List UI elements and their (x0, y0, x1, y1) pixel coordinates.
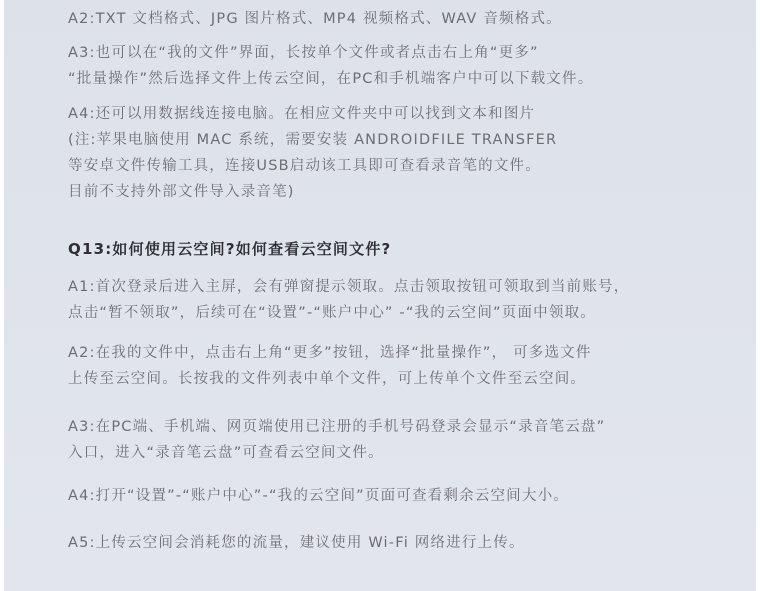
answer-q13-a2 (68, 340, 592, 392)
answer-line: 入口，进入“录音笔云盘”可查看云空间文件。 (68, 445, 384, 461)
answer-line: A4:打开“设置”-“账户中心”-“我的云空间”页面可查看剩余云空间大小。 (68, 488, 569, 504)
answer-q13-a5 (68, 530, 525, 556)
answer-line: 点击“暂不领取”，后续可在“设置”-“账户中心” -“我的云空间”页面中领取。 (68, 305, 596, 321)
answer-a2-formats (68, 6, 562, 32)
question-q13: Q13:如何使用云空间?如何查看云空间文件? (68, 240, 392, 258)
answer-a4-cable (68, 101, 557, 205)
answer-line: “批量操作”然后选择文件上传云空间，在PC和手机端客户中可以下载文件。 (68, 71, 594, 87)
answer-line: A1:首次登录后进入主屏，会有弹窗提示领取。点击领取按钮可领取到当前账号， (68, 279, 630, 295)
left-border (0, 0, 4, 591)
answer-line: A4:还可以用数据线连接电脑。在相应文件夹中可以找到文本和图片 (68, 106, 536, 122)
answer-line: A3:在PC端、手机端、网页端使用已注册的手机号码登录会显示“录音笔云盘” (68, 419, 606, 435)
answer-line: 目前不支持外部文件导入录音笔) (68, 184, 295, 200)
answer-line: A5:上传云空间会消耗您的流量，建议使用 Wi-Fi 网络进行上传。 (68, 535, 525, 551)
answer-line: A2:TXT 文档格式、JPG 图片格式、MP4 视频格式、WAV 音频格式。 (68, 11, 562, 27)
answer-line: 等安卓文件传输工具，连接USB启动该工具即可查看录音笔的文件。 (68, 158, 541, 174)
answer-line: (注:苹果电脑使用 MAC 系统，需要安装 ANDROIDFILE TRANSFER (68, 132, 558, 148)
answer-line: A2:在我的文件中，点击右上角“更多”按钮，选择“批量操作”， 可多选文件 (68, 345, 592, 361)
answer-q13-a1 (68, 274, 629, 326)
answer-q13-a4 (68, 483, 569, 509)
answer-line: 上传至云空间。长按我的文件列表中单个文件，可上传单个文件至云空间。 (68, 371, 587, 387)
right-border (756, 0, 760, 591)
answer-a3-upload (68, 40, 593, 92)
answer-line: A3:也可以在“我的文件”界面，长按单个文件或者点击右上角“更多” (68, 45, 539, 61)
answer-q13-a3 (68, 414, 605, 466)
